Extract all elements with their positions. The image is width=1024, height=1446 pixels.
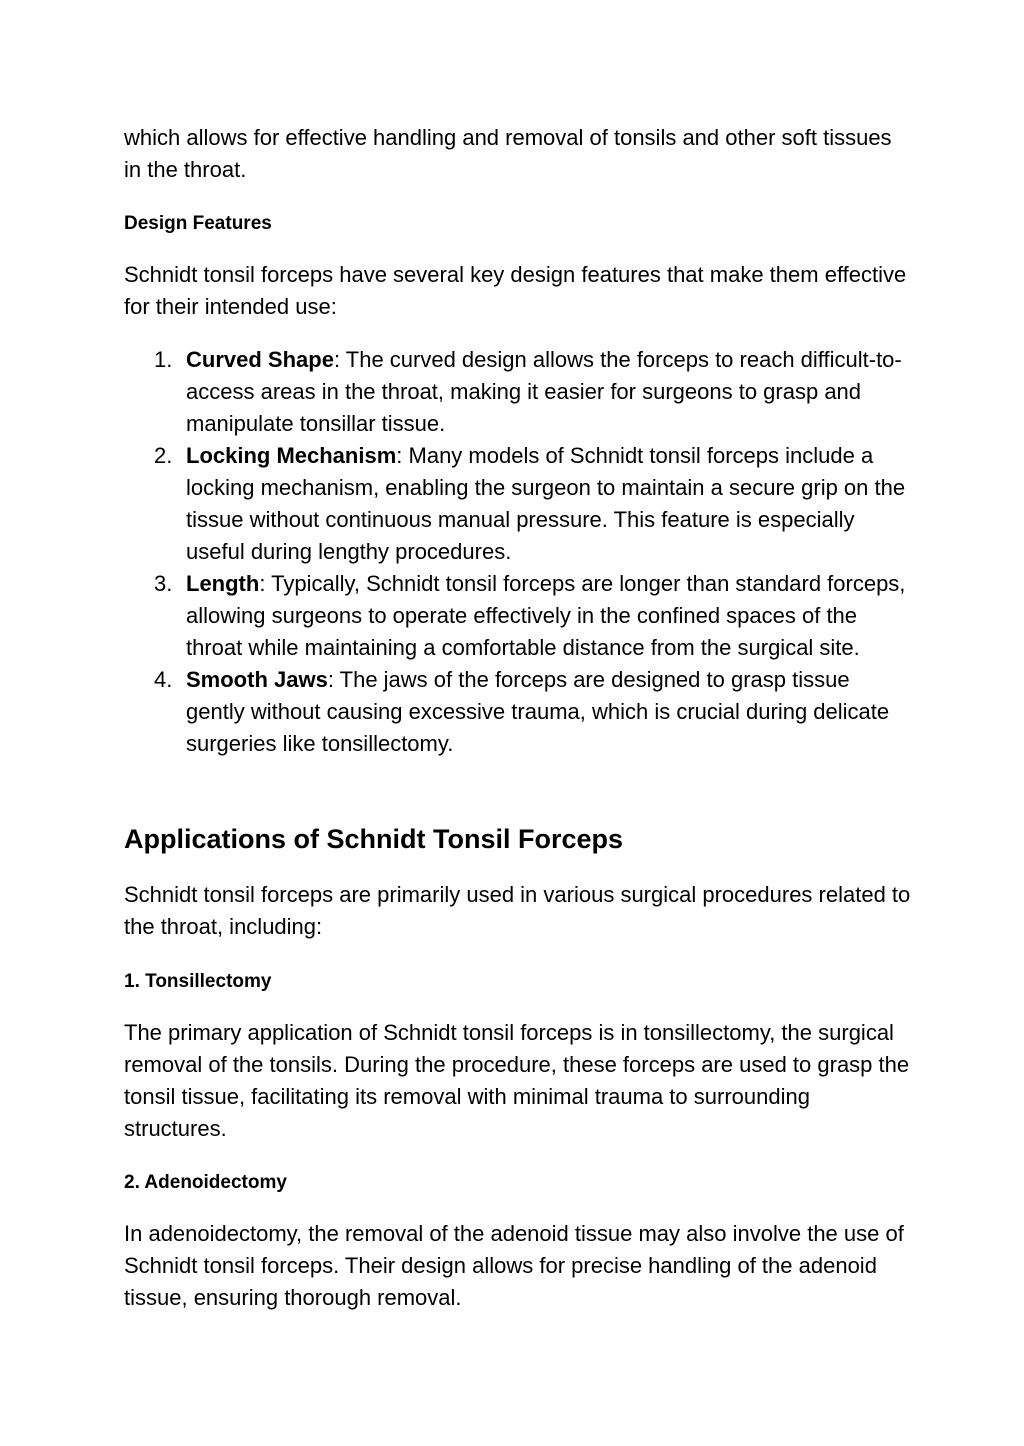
list-item-text: : Many models of Schnidt tonsil forceps include a locking mechanism, enabling the surgeon to maintain a secure grip on the tissue without continuous manual pressure. This feature is especially useful during lengthy procedures.	[186, 443, 906, 564]
list-item-term: Smooth Jaws	[186, 667, 328, 692]
design-features-heading: Design Features	[124, 213, 272, 234]
tonsillectomy-paragraph: The primary application of Schnidt tonsil forceps is in tonsillectomy, the surgical removal of the tonsils. During the procedure, these forceps are used to grasp the tonsil tissue, facilitating its removal with minimal trauma to surrounding structures.	[124, 1020, 910, 1141]
list-item	[124, 440, 914, 568]
list-item	[124, 568, 914, 664]
list-item-text: : The curved design allows the forceps to reach difficult-to-access areas in the throat, making it easier for surgeons to grasp and manipulate tonsillar tissue.	[186, 347, 902, 436]
list-item-term: Length	[186, 571, 260, 596]
list-item-number: 4.	[154, 667, 173, 692]
tonsillectomy-heading: 1. Tonsillectomy	[124, 971, 272, 992]
list-item	[124, 664, 914, 760]
list-item-number: 2.	[154, 443, 173, 468]
list-item-text: : The jaws of the forceps are designed to grasp tissue gently without causing excessive trauma, which is crucial during delicate surgeries like tonsillectomy.	[186, 667, 890, 756]
list-item	[124, 344, 914, 440]
list-item-term: Locking Mechanism	[186, 443, 397, 468]
applications-intro-paragraph: Schnidt tonsil forceps are primarily used in various surgical procedures related to the throat, including:	[124, 882, 911, 939]
design-features-list	[124, 344, 914, 760]
list-item-number: 1.	[154, 347, 173, 372]
list-item-term: Curved Shape	[186, 347, 334, 372]
adenoidectomy-paragraph: In adenoidectomy, the removal of the adenoid tissue may also involve the use of Schnidt tonsil forceps. Their design allows for precise handling of the adenoid tissue, ensuring thorough removal.	[124, 1221, 904, 1310]
adenoidectomy-heading: 2. Adenoidectomy	[124, 1172, 287, 1193]
intro-continuation-paragraph: which allows for effective handling and removal of tonsils and other soft tissues in the throat.	[124, 125, 892, 182]
applications-heading: Applications of Schnidt Tonsil Forceps	[124, 824, 624, 854]
list-item-text: : Typically, Schnidt tonsil forceps are longer than standard forceps, allowing surgeons to operate effectively in the confined spaces of the throat while maintaining a comfortable distance from the surgical site.	[186, 571, 906, 660]
list-item-number: 3.	[154, 571, 173, 596]
design-features-intro-paragraph: Schnidt tonsil forceps have several key design features that make them effective for their intended use:	[124, 262, 907, 319]
